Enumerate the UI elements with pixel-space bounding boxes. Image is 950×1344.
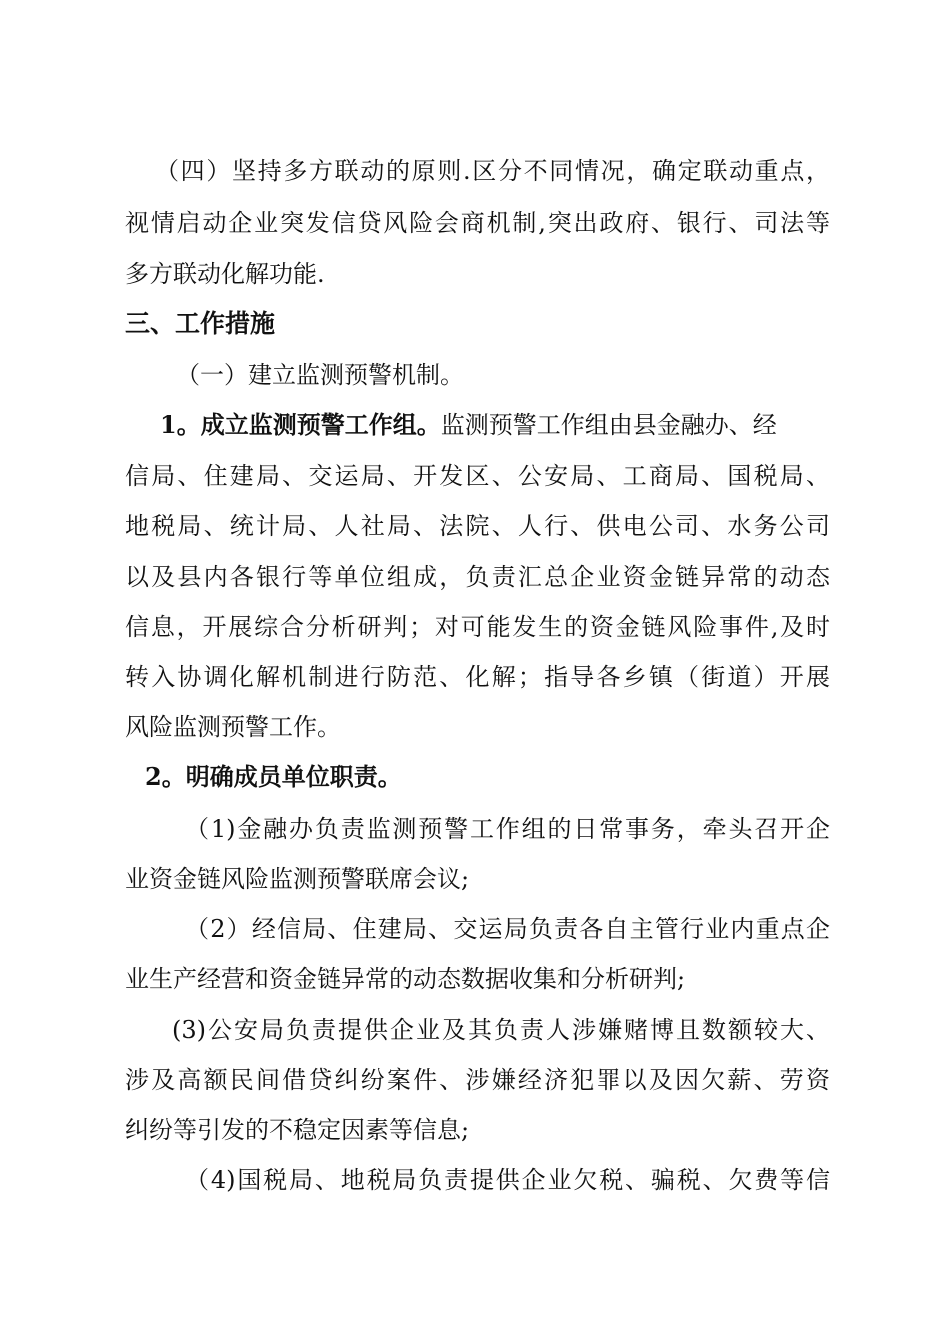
paragraph-four-line-1: （四）坚持多方联动的原则.区分不同情况，确定联动重点， [155, 157, 830, 185]
duty-4-line-1: （4)国税局、地税局负责提供企业欠税、骗税、欠费等信 [185, 1166, 830, 1194]
item-1-title: 1。成立监测预警工作组。 [160, 410, 441, 439]
item-1-line-7: 风险监测预警工作。 [125, 713, 341, 741]
paragraph-four-line-2: 视情启动企业突发信贷风险会商机制,突出政府、银行、司法等 [125, 209, 830, 237]
duty-1-line-1: （1)金融办负责监测预警工作组的日常事务，牵头召开企 [185, 815, 830, 843]
item-1-line-6: 转入协调化解机制进行防范、化解；指导各乡镇（街道）开展 [125, 663, 830, 691]
duty-3-line-2: 涉及高额民间借贷纠纷案件、涉嫌经济犯罪以及因欠薪、劳资 [125, 1066, 830, 1094]
duty-3-line-3: 纠纷等引发的不稳定因素等信息; [125, 1116, 470, 1144]
item-1-text: 监测预警工作组由县金融办、经 [440, 411, 777, 439]
subsection-heading-monitoring: （一）建立监测预警机制。 [176, 361, 464, 389]
duty-3-line-1: (3)公安局负责提供企业及其负责人涉嫌赌博且数额较大、 [172, 1016, 830, 1044]
item-1-line-1 [160, 410, 830, 440]
duty-2-line-2: 业生产经营和资金链异常的动态数据收集和分析研判; [125, 965, 686, 993]
item-1-line-5: 信息，开展综合分析研判；对可能发生的资金链风险事件,及时 [125, 613, 830, 641]
paragraph-four-line-3: 多方联动化解功能. [125, 260, 325, 288]
item-2-title: 2。明确成员单位职责。 [145, 762, 402, 791]
section-heading-work-measures: 三、工作措施 [125, 309, 276, 338]
item-1-line-2: 信局、住建局、交运局、开发区、公安局、工商局、国税局、 [125, 462, 830, 490]
item-1-line-3: 地税局、统计局、人社局、法院、人行、供电公司、水务公司 [125, 512, 830, 540]
duty-2-line-1: （2）经信局、住建局、交运局负责各自主管行业内重点企 [185, 915, 830, 943]
duty-1-line-2: 业资金链风险监测预警联席会议; [125, 865, 470, 893]
item-1-line-4: 以及县内各银行等单位组成，负责汇总企业资金链异常的动态 [125, 563, 830, 591]
